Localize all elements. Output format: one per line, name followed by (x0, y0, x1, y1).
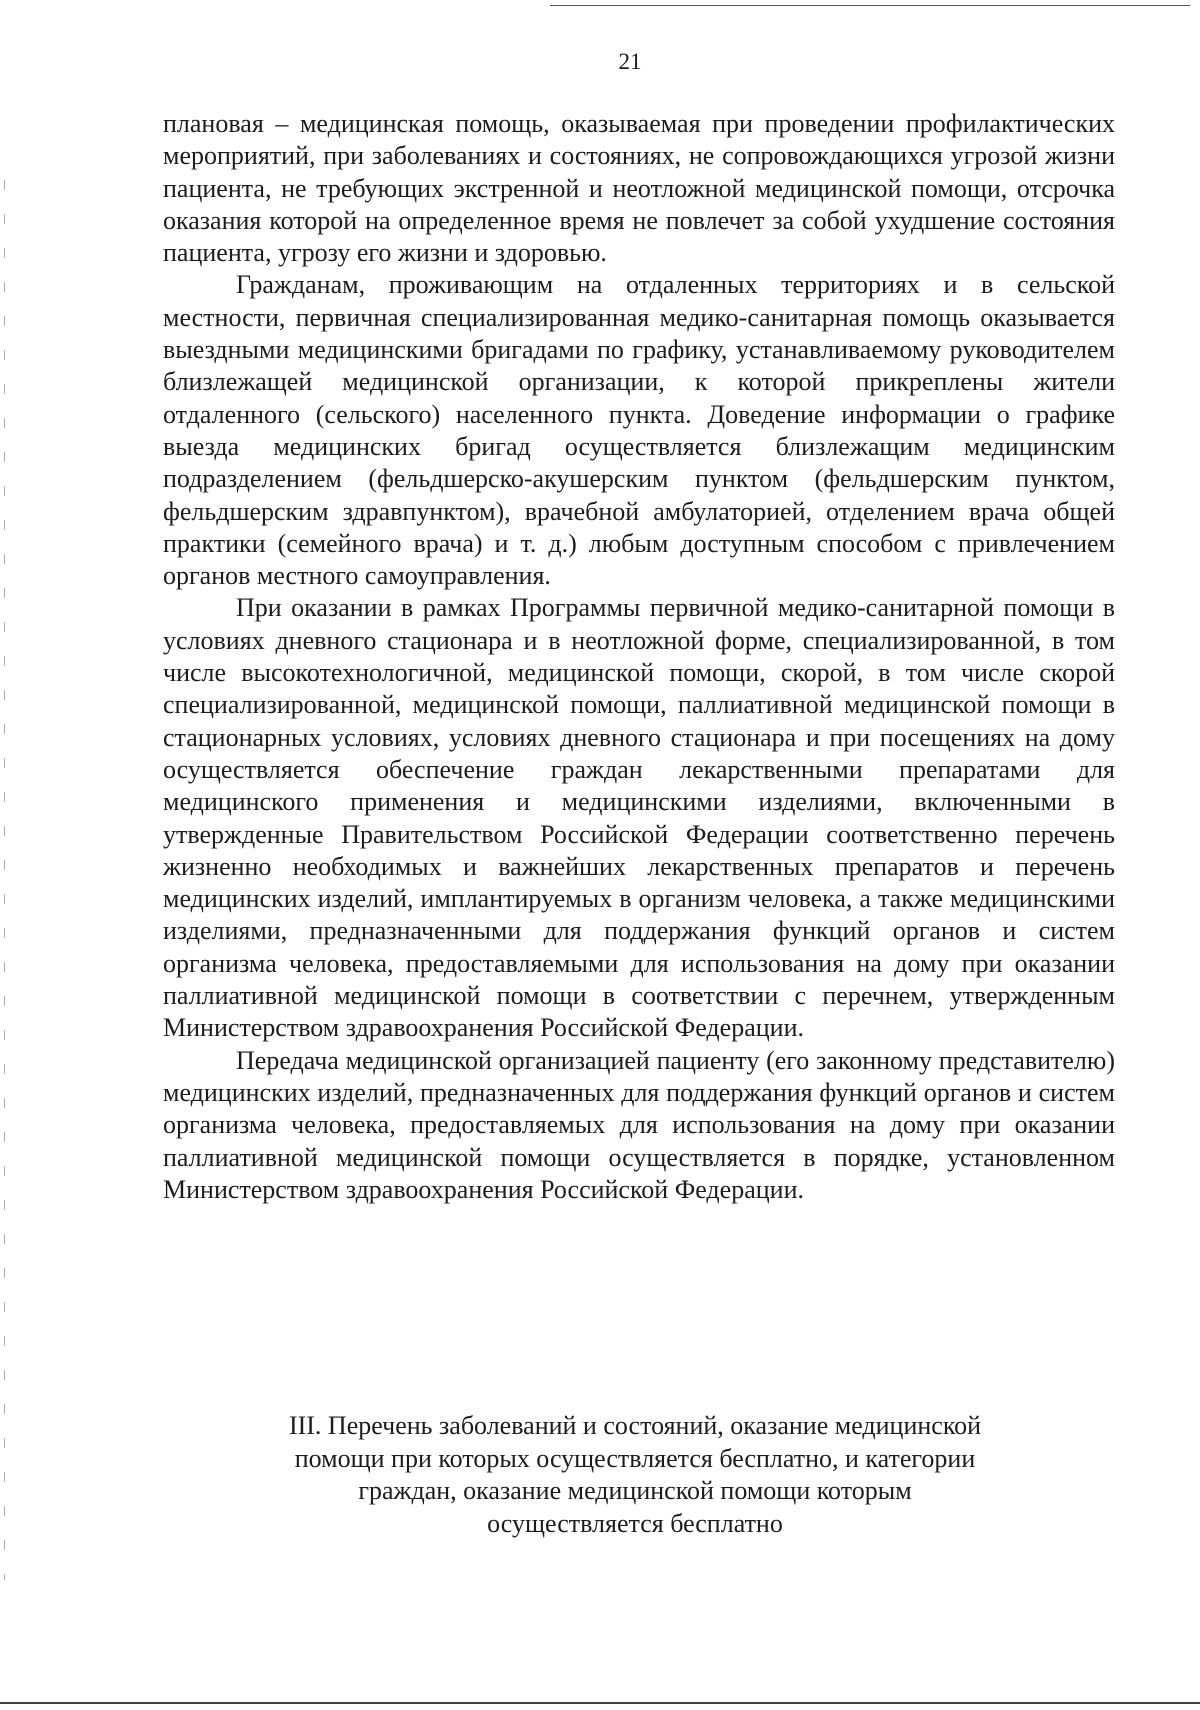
section-heading (240, 1410, 1030, 1540)
scan-edge-line-bottom (0, 1702, 1200, 1704)
paragraph-rural-citizens: Гражданам, проживающим на отдаленных территориях и в сельской местности, первичная специализированная медико-санитарная помощь оказывается выездными медицинскими бригадами по графику, устанавливаемому руководителем близлежащей медицинской организации, к которой прикреплены жители отдаленного (сельского) населенного пункта. Доведение информации о графике выезда медицинских бригад осуществляется близлежащим медицинским подразделением (фельдшерско-акушерским пунктом (фельдшерским пунктом, фельдшерским здравпунктом), врачебной амбулаторией, отделением врача общей практики (семейного врача) и т. д.) любым доступным способом с привлечением органов местного самоуправления. (163, 270, 1115, 591)
section-heading-line: граждан, оказание медицинской помощи которым (358, 1476, 912, 1505)
section-heading-line: помощи при которых осуществляется бесплатно, и категории (294, 1443, 976, 1473)
section-heading-line: III. Перечень заболеваний и состояний, оказание медицинской (288, 1411, 982, 1440)
paragraph-planned-care: плановая – медицинская помощь, оказываемая при проведении профилактических мероприятий, при заболеваниях и состояниях, не сопровождающихся угрозой жизни пациента, не требующих экстренной и неотложной медицинской помощи, отсрочка оказания которой на определенное время не повлечет за собой ухудшение состояния пациента, угрозу его жизни и здоровью. (163, 109, 1115, 268)
document-body (163, 108, 1115, 1206)
page-number: 21 (618, 49, 642, 74)
section-heading-line: осуществляется бесплатно (487, 1508, 783, 1538)
scan-edge-marks-left (4, 180, 5, 1580)
scan-edge-line-top (550, 5, 1190, 6)
paragraph-device-transfer: Передача медицинской организацией пациенту (его законному представителю) медицинских изделий, предназначенных для поддержания функций органов и систем организма человека, предоставляемых для использования на дому при оказании паллиативной медицинской помощи осуществляется в порядке, установленном Министерством здравоохранения Российской Федерации. (163, 1045, 1115, 1204)
paragraph-drug-provision: При оказании в рамках Программы первичной медико-санитарной помощи в условиях дневного стационара и в неотложной форме, специализированной, в том числе высокотехнологичной, медицинской помощи, скорой, в том числе скорой специализированной, медицинской помощи, паллиативной медицинской помощи в стационарных условиях, условиях дневного стационара и при посещениях на дому осуществляется обеспечение граждан лекарственными препаратами для медицинского применения и медицинскими изделиями, включенными в утвержденные Правительством Российской Федерации соответственно перечень жизненно необходимых и важнейших лекарственных препаратов и перечень медицинских изделий, имплантируемых в организм человека, а также медицинскими изделиями, предназначенными для поддержания функций органов и систем организма человека, предоставляемыми для использования на дому при оказании паллиативной медицинской помощи в соответствии с перечнем, утвержденным Министерством здравоохранения Российской Федерации. (163, 593, 1115, 1043)
